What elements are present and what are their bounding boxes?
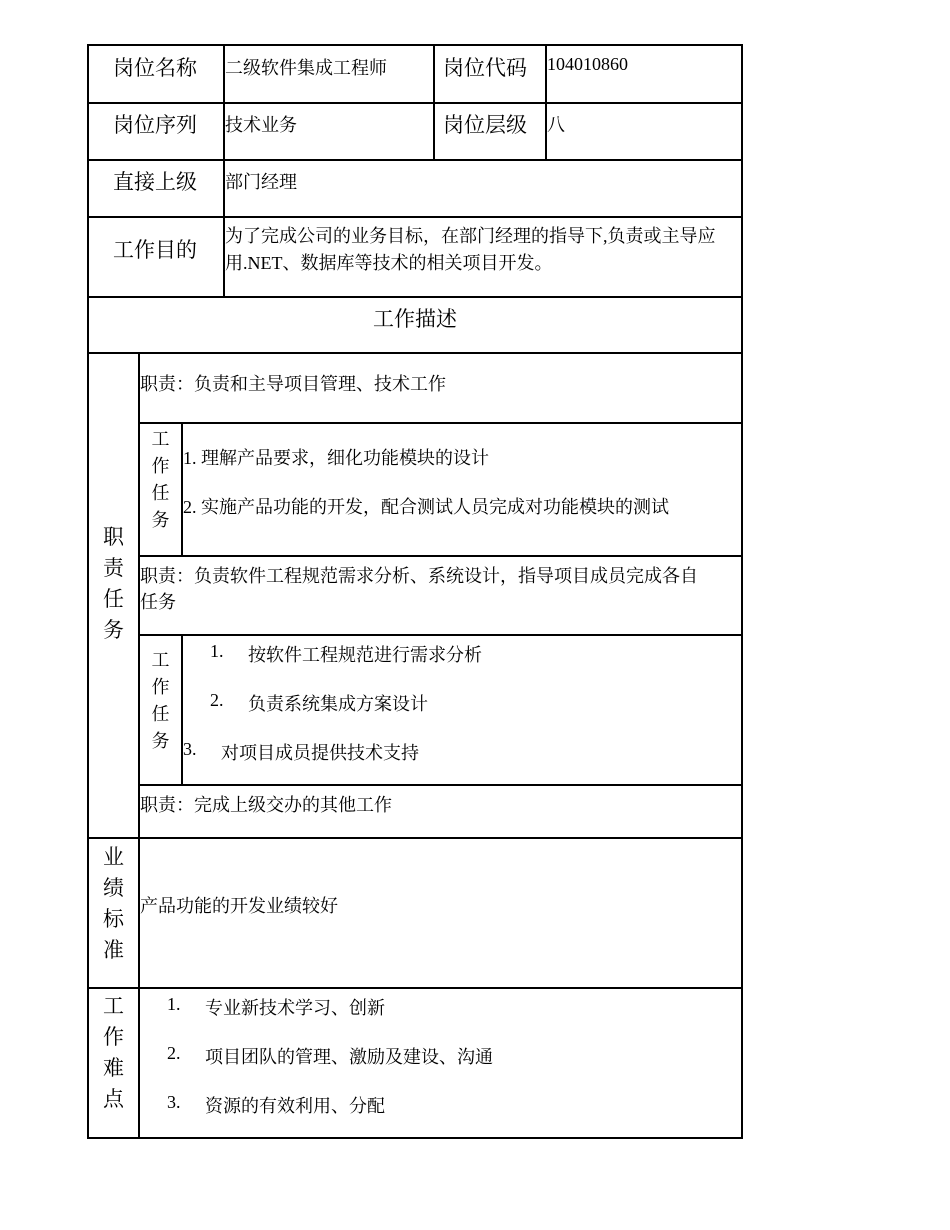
purpose-line-2: 用.NET、数据库等技术的相关项目开发。 [225, 253, 553, 273]
sequence-value: 技术业务 [225, 115, 297, 135]
task-label-2: 工 作 任 务 [151, 650, 170, 751]
duty-2-task-3-num: 3. [183, 739, 197, 759]
duty-2-task-2-text: 负责系统集成方案设计 [248, 694, 428, 714]
difficulty-3-num: 3. [167, 1092, 181, 1112]
duty-2-line-2: 任务 [140, 592, 176, 612]
position-code-label: 岗位代码 [443, 56, 527, 80]
difficulty-2-text: 项目团队的管理、激励及建设、沟通 [205, 1047, 493, 1067]
duty-1: 职责：负责和主导项目管理、技术工作 [140, 374, 446, 394]
difficulty-2-num: 2. [167, 1043, 181, 1063]
duty-2-task-3-text: 对项目成员提供技术支持 [221, 743, 419, 763]
supervisor-value: 部门经理 [225, 172, 297, 192]
difficulty-1-num: 1. [167, 994, 181, 1014]
work-description-title: 工作描述 [373, 307, 457, 331]
position-name-label: 岗位名称 [113, 56, 197, 80]
level-label: 岗位层级 [443, 113, 527, 137]
supervisor-label: 直接上级 [113, 170, 197, 194]
difficulties-side-label: 工 作 难 点 [103, 994, 124, 1111]
task-label-1: 工 作 任 务 [151, 429, 170, 530]
purpose-line-1: 为了完成公司的业务目标，在部门经理的指导下,负责或主导应 [225, 226, 716, 246]
sequence-label: 岗位序列 [113, 113, 197, 137]
performance-side-label: 业 绩 标 准 [103, 845, 124, 962]
position-name-value: 二级软件集成工程师 [225, 58, 387, 78]
duty-1-task-2: 2. 实施产品功能的开发，配合测试人员完成对功能模块的测试 [183, 497, 669, 517]
duty-2-line-1: 职责：负责软件工程规范需求分析、系统设计，指导项目成员完成各自 [140, 566, 698, 586]
duties-side-label: 职 责 任 务 [103, 525, 124, 642]
performance-text: 产品功能的开发业绩较好 [140, 896, 338, 916]
duty-2-task-1-num: 1. [210, 641, 224, 661]
position-code-value: 104010860 [547, 54, 628, 74]
difficulty-1-text: 专业新技术学习、创新 [205, 998, 385, 1018]
duty-2-task-2-num: 2. [210, 690, 224, 710]
difficulty-3-text: 资源的有效利用、分配 [205, 1096, 385, 1116]
duty-2-task-1-text: 按软件工程规范进行需求分析 [248, 645, 482, 665]
purpose-label: 工作目的 [113, 238, 197, 262]
duty-1-task-1: 1. 理解产品要求，细化功能模块的设计 [183, 448, 489, 468]
level-value: 八 [547, 115, 565, 135]
duty-3: 职责：完成上级交办的其他工作 [140, 795, 392, 815]
